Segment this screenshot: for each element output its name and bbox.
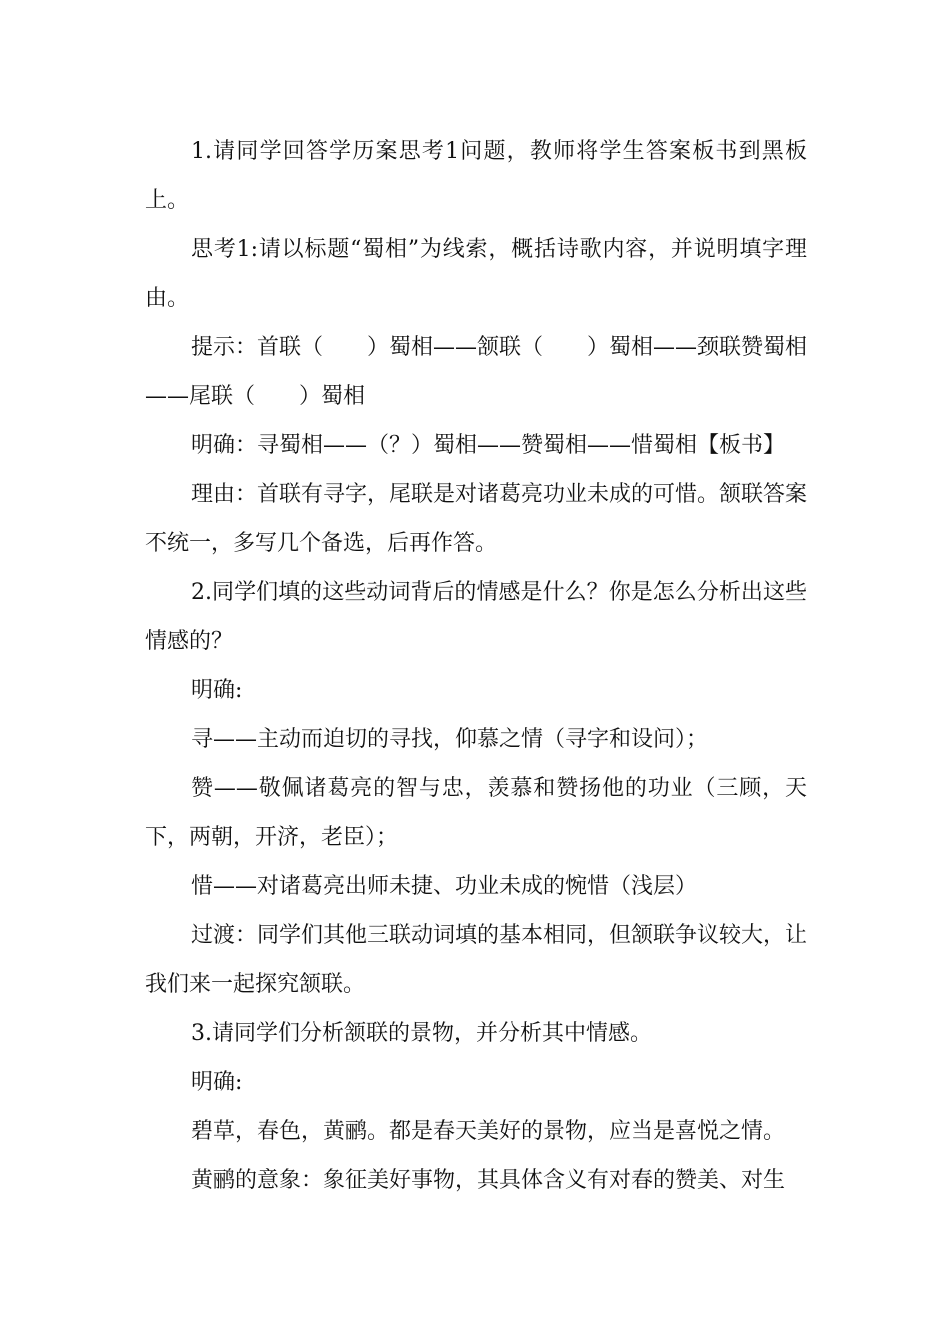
paragraph-transition: 过渡：同学们其他三联动词填的基本相同，但颔联争议较大，让我们来一起探究颔联。: [145, 923, 808, 997]
paragraph-question-2: 2.同学们填的这些动词背后的情感是什么？你是怎么分析出这些情感的？: [145, 580, 807, 654]
paragraph-answer-1: 明确：寻蜀相——（？）蜀相——赞蜀相——惜蜀相【板书】: [191, 433, 786, 458]
paragraph-answer-label-3: 明确:: [191, 1070, 243, 1095]
paragraph-answer-label-2: 明确:: [191, 678, 243, 703]
paragraph-reason: 理由：首联有寻字，尾联是对诸葛亮功业未成的可惜。颔联答案不统一，多写几个备选，后再作答。: [145, 482, 808, 556]
paragraph-question-3: 3.请同学们分析颔联的景物，并分析其中情感。: [191, 1021, 652, 1046]
paragraph-xi: 惜——对诸葛亮出师未捷、功业未成的惋惜（浅层）: [191, 874, 698, 899]
paragraph-oriole: 黄鹂的意象：象征美好事物，其具体含义有对春的赞美、对生: [191, 1168, 786, 1193]
paragraph-xun: 寻——主动而迫切的寻找，仰慕之情（寻字和设问）；: [191, 727, 709, 752]
paragraph-question-1: 1.请同学回答学历案思考1问题，教师将学生答案板书到黑板上。: [145, 139, 807, 213]
document-page: [145, 127, 807, 1205]
paragraph-think-1: 思考1:请以标题“蜀相”为线索，概括诗歌内容，并说明填字理由。: [145, 237, 807, 311]
paragraph-hint: 提示：首联（ ）蜀相——颔联（ ）蜀相——颈联赞蜀相——尾联（ ）蜀相: [145, 335, 808, 409]
paragraph-scenery: 碧草，春色，黄鹂。都是春天美好的景物，应当是喜悦之情。: [191, 1119, 786, 1144]
paragraph-zan: 赞——敬佩诸葛亮的智与忠，羡慕和赞扬他的功业（三顾，天下，两朝，开济，老臣）；: [145, 776, 807, 850]
